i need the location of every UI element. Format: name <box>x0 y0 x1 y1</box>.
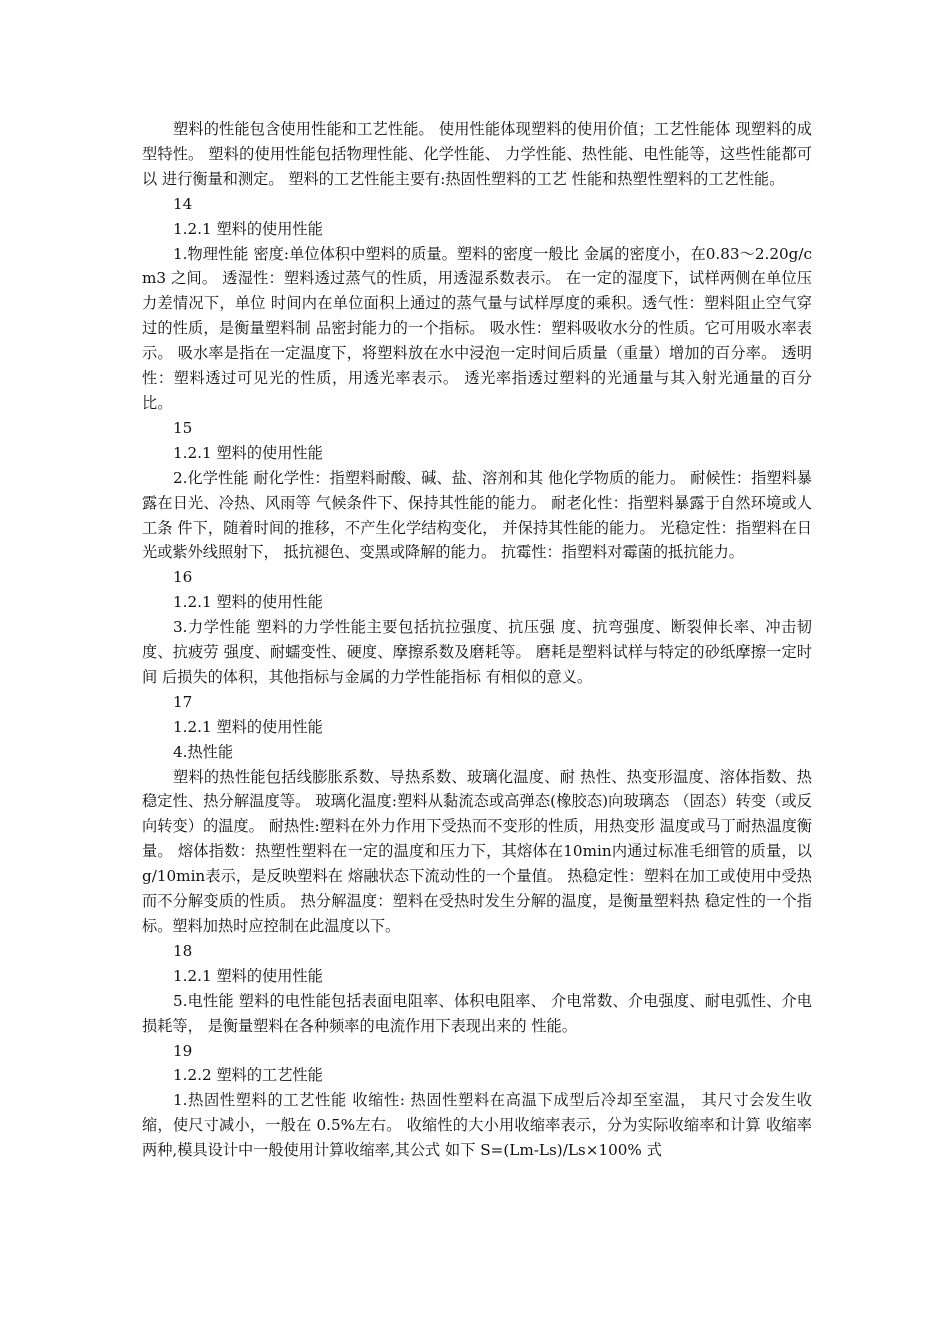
section-heading: 1.2.1 塑料的使用性能 <box>173 443 323 462</box>
slide-number: 18 <box>173 941 193 960</box>
slide-number: 17 <box>173 692 193 711</box>
document-body <box>142 117 812 1163</box>
mechanical-properties-paragraph: 3.力学性能 塑料的力学性能主要包括抗拉强度、抗压强 度、抗弯强度、断裂伸长率、冲击韧度、抗疲劳 强度、耐蠕变性、硬度、摩擦系数及磨耗等。 磨耗是塑料试样与特定的砂纸摩擦一定时间 后损失的体积，其他指标与金属的力学性能指标 有相似的意义。 <box>142 618 812 686</box>
section-heading: 1.2.1 塑料的使用性能 <box>173 219 323 238</box>
slide-number: 14 <box>173 194 193 213</box>
thermoset-process-paragraph: 1.热固性塑料的工艺性能 收缩性: 热固性塑料在高温下成型后冷却至室温， 其尺寸会发生收缩，使尺寸减小，一般在 0.5%左右。 收缩性的大小用收缩率表示，分为实际收缩率和计算 收缩率两种,模具设计中一般使用计算收缩率,其公式 如下 S=(Lm-Ls)/Ls×100% 式 <box>142 1091 812 1160</box>
physical-properties-paragraph: 1.物理性能 密度:单位体积中塑料的质量。塑料的密度一般比 金属的密度小，在0.83～2.20g/cm3 之间。 透湿性：塑料透过蒸气的性质，用透湿系数表示。 在一定的湿度下，试样两侧在单位压力差情况下，单位 时间内在单位面积上通过的蒸气量与试样厚度的乘积。透气性：塑料阻止空气穿过的性质，是衡量塑料制 品密封能力的一个指标。 吸水性：塑料吸收水分的性质。它可用吸水率表示。 吸水率是指在一定温度下，将塑料放在水中浸泡一定时间后质量（重量）增加的百分率。 透明性：塑料透过可见光的性质，用透光率表示。 透光率指透过塑料的光通量与其入射光通量的百分比。 <box>142 244 812 412</box>
thermal-properties-heading: 4.热性能 <box>173 742 234 761</box>
slide-number: 16 <box>173 568 193 587</box>
section-heading: 1.2.1 塑料的使用性能 <box>173 966 323 985</box>
electrical-properties-paragraph: 5.电性能 塑料的电性能包括表面电阻率、体积电阻率、 介电常数、介电强度、耐电弧性、介电损耗等， 是衡量塑料在各种频率的电流作用下表现出来的 性能。 <box>142 991 812 1035</box>
slide-number: 19 <box>173 1041 193 1060</box>
thermal-properties-paragraph: 塑料的热性能包括线膨胀系数、导热系数、玻璃化温度、耐 热性、热变形温度、溶体指数、热稳定性、热分解温度等。 玻璃化温度:塑料从黏流态或高弹态(橡胶态)向玻璃态 （固态）转变（或反向转变）的温度。 耐热性:塑料在外力作用下受热而不变形的性质，用热变形 温度或马丁耐热温度衡量。 熔体指数：热塑性塑料在一定的温度和压力下，其熔体在10min内通过标准毛细管的质量，以g/10min表示，是反映塑料在 熔融状态下流动性的一个量值。 热稳定性：塑料在加工或使用中受热而不分解变质的性质。 热分解温度：塑料在受热时发生分解的温度，是衡量塑料热 稳定性的一个指标。塑料加热时应控制在此温度以下。 <box>142 767 812 935</box>
chemical-properties-paragraph: 2.化学性能 耐化学性：指塑料耐酸、碱、盐、溶剂和其 他化学物质的能力。 耐候性：指塑料暴露在日光、冷热、风雨等 气候条件下、保持其性能的能力。 耐老化性：指塑料暴露于自然环境或人工条 件下，随着时间的推移，不产生化学结构变化， 并保持其性能的能力。 光稳定性：指塑料在日光或紫外线照射下， 抵抗褪色、变黑或降解的能力。 抗霉性：指塑料对霉菌的抵抗能力。 <box>142 468 812 562</box>
section-heading: 1.2.2 塑料的工艺性能 <box>173 1066 323 1085</box>
section-heading: 1.2.1 塑料的使用性能 <box>173 717 323 736</box>
intro-paragraph: 塑料的性能包含使用性能和工艺性能。 使用性能体现塑料的使用价值；工艺性能体 现塑料的成型特性。 塑料的使用性能包括物理性能、化学性能、 力学性能、热性能、电性能等，这些性能都可以 进行衡量和测定。 塑料的工艺性能主要有:热固性塑料的工艺 性能和热塑性塑料的工艺性能。 <box>142 120 812 188</box>
slide-number: 15 <box>173 418 193 437</box>
section-heading: 1.2.1 塑料的使用性能 <box>173 593 323 612</box>
